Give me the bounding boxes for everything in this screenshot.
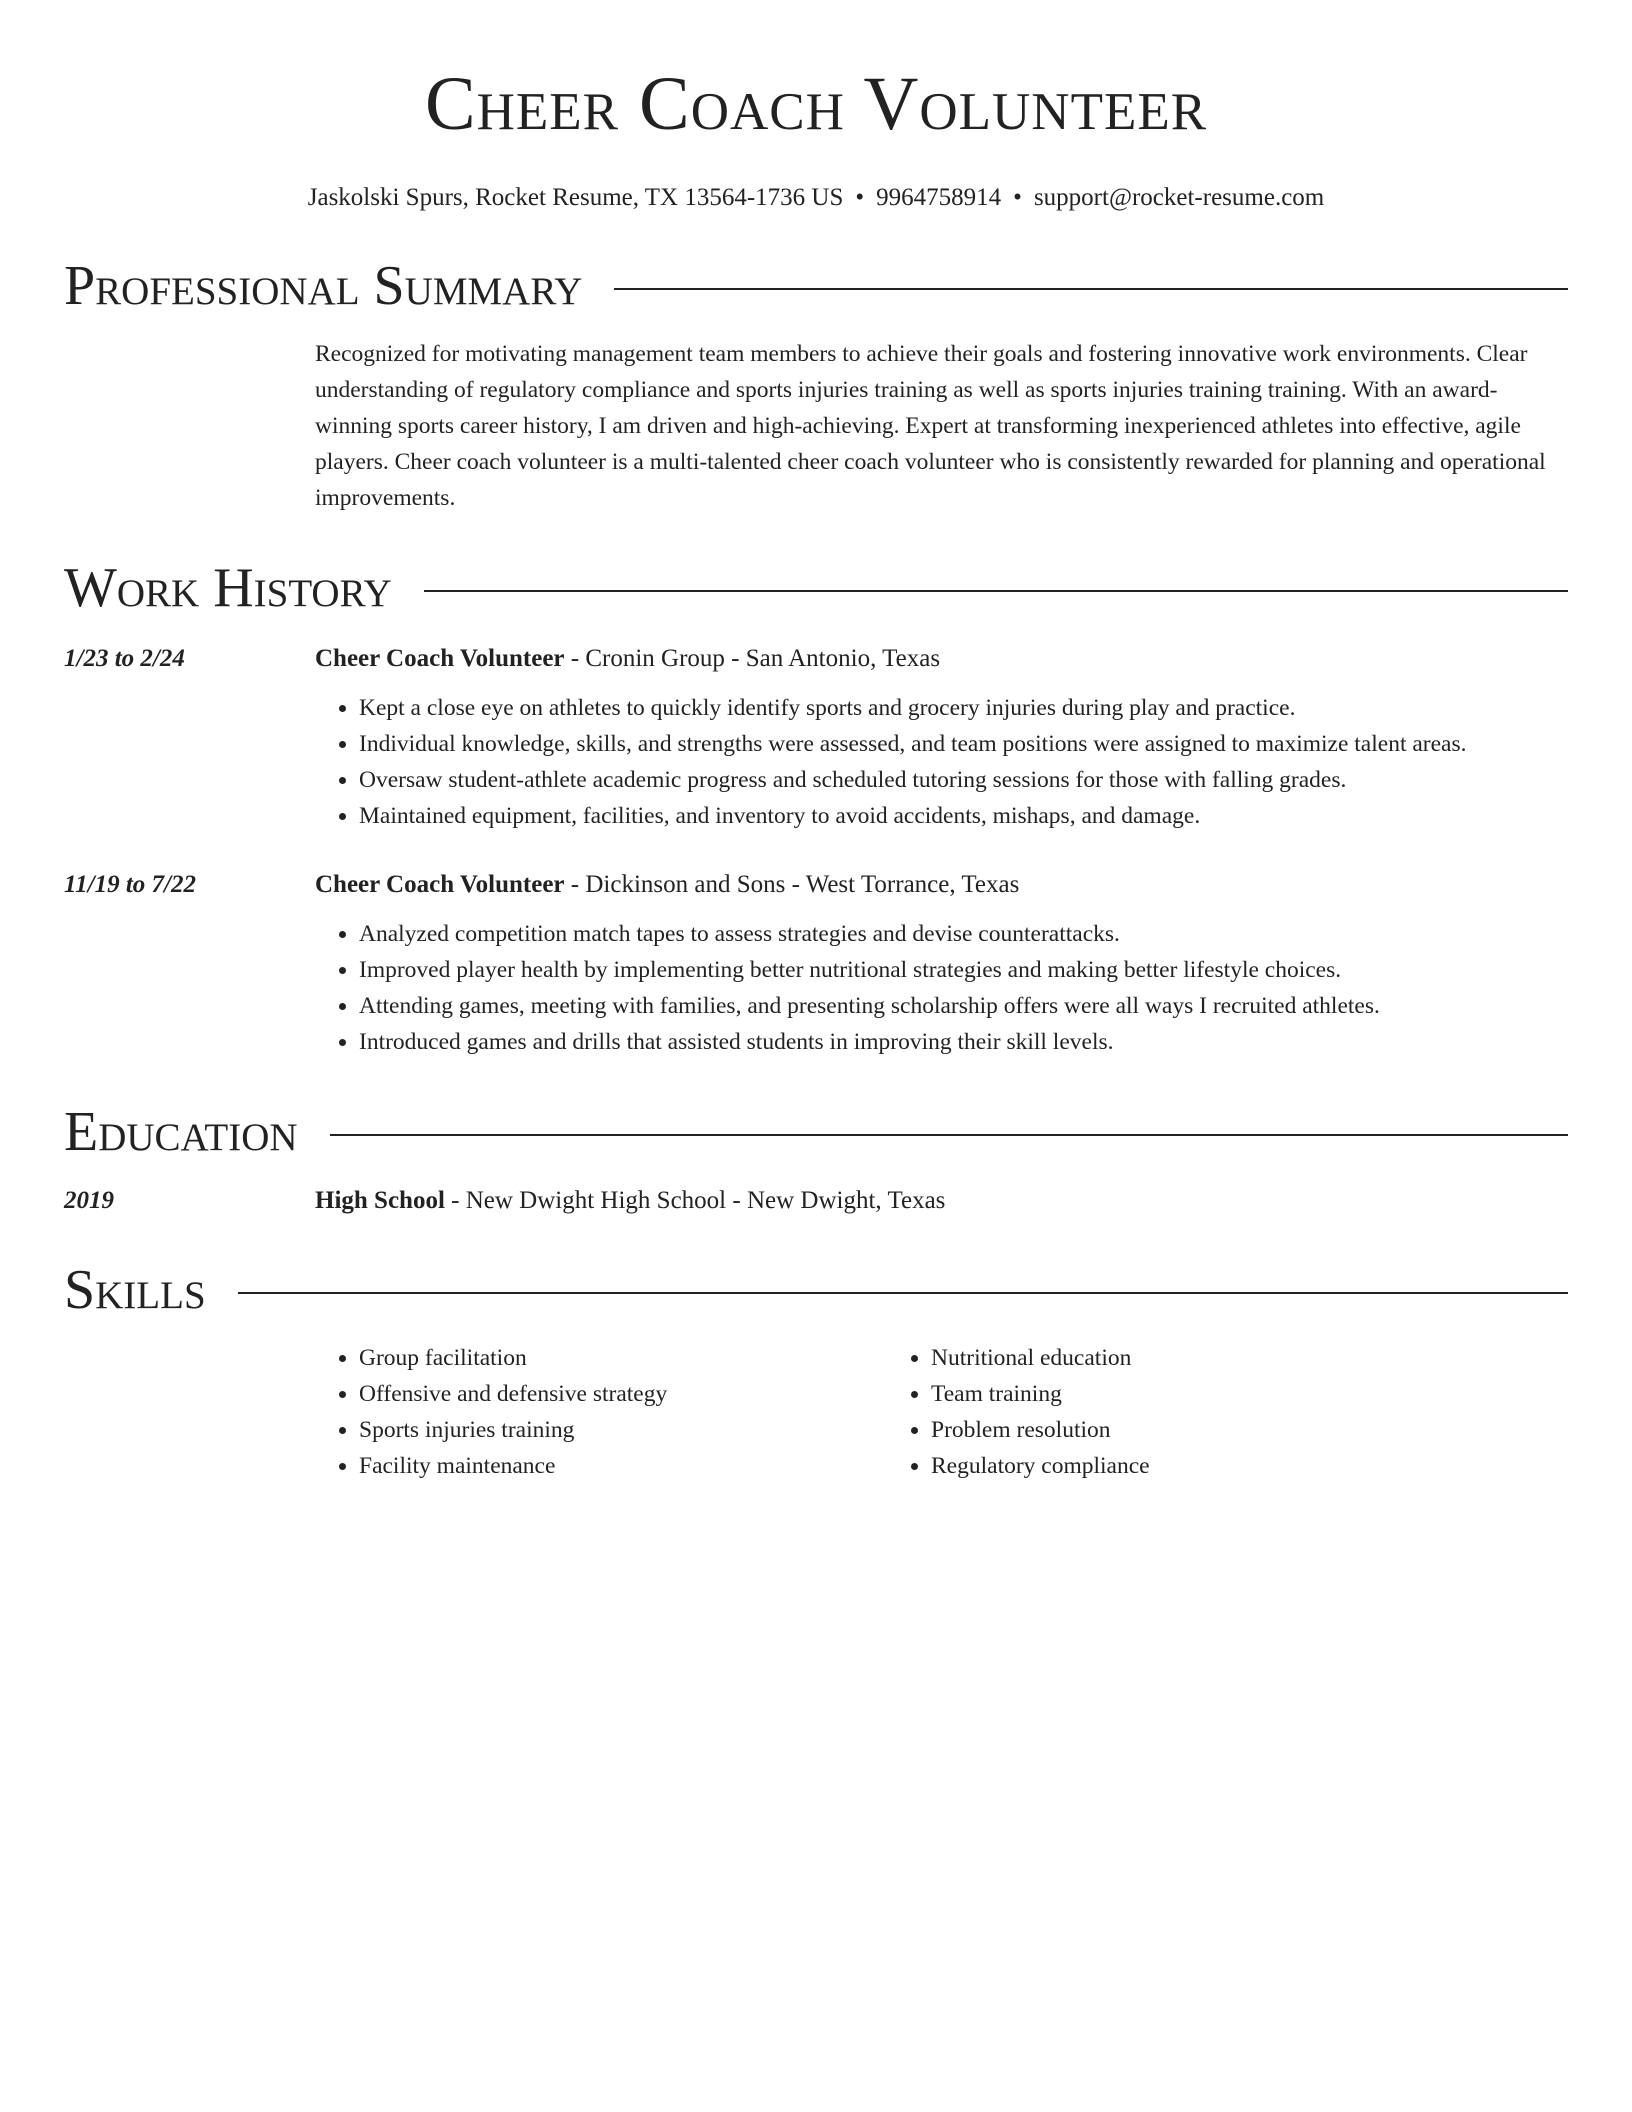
education-body bbox=[315, 1184, 1568, 1218]
contact-separator: • bbox=[1013, 184, 1022, 211]
job-body bbox=[315, 868, 1568, 1060]
list-item: • Sports injuries training bbox=[359, 1412, 887, 1448]
job-details: - Dickinson and Sons - West Torrance, Texas bbox=[564, 871, 1020, 898]
section-divider bbox=[614, 288, 1568, 290]
section-header-education bbox=[64, 1100, 1568, 1164]
list-item: • Facility maintenance bbox=[359, 1448, 887, 1484]
job-dates: 1/23 to 2/24 bbox=[64, 645, 185, 672]
section-divider bbox=[330, 1134, 1568, 1136]
list-item: • Offensive and defensive strategy bbox=[359, 1376, 887, 1412]
job-details: - Cronin Group - San Antonio, Texas bbox=[564, 645, 941, 672]
list-item: • Maintained equipment, facilities, and inventory to avoid accidents, mishaps, and damage. bbox=[359, 798, 1568, 834]
list-item: • Improved player health by implementing better nutritional strategies and making better lifestyle choices. bbox=[359, 952, 1568, 988]
contact-phone: 9964758914 bbox=[876, 184, 1002, 211]
section-title-skills: Skills bbox=[64, 1259, 206, 1321]
resume-name: Cheer Coach Volunteer bbox=[424, 62, 1208, 146]
list-item: • Problem resolution bbox=[931, 1412, 1459, 1448]
section-title-education: Education bbox=[64, 1101, 298, 1163]
section-title-work: Work History bbox=[64, 557, 392, 619]
education-year: 2019 bbox=[64, 1187, 114, 1214]
job-body bbox=[315, 642, 1568, 834]
job-entry bbox=[64, 642, 1568, 834]
section-title-summary: Professional Summary bbox=[64, 255, 583, 317]
skills-list-right bbox=[887, 1340, 1459, 1484]
job-bullets bbox=[315, 690, 1568, 834]
list-item: • Regulatory compliance bbox=[931, 1448, 1459, 1484]
education-details: - New Dwight High School - New Dwight, Texas bbox=[444, 1187, 946, 1214]
list-item: • Kept a close eye on athletes to quickly identify sports and grocery injuries during play and practice. bbox=[359, 690, 1568, 726]
skills-columns bbox=[315, 1340, 1568, 1484]
skills-list-left bbox=[315, 1340, 887, 1484]
job-bullets bbox=[315, 916, 1568, 1060]
list-item: • Attending games, meeting with families, and presenting scholarship offers were all ways I recruited athletes. bbox=[359, 988, 1568, 1024]
job-dates: 11/19 to 7/22 bbox=[64, 871, 196, 898]
section-header-summary bbox=[64, 254, 1568, 318]
section-divider bbox=[424, 590, 1568, 592]
job-entry bbox=[64, 868, 1568, 1060]
job-title-line bbox=[315, 868, 1568, 902]
list-item: • Introduced games and drills that assisted students in improving their skill levels. bbox=[359, 1024, 1568, 1060]
list-item: • Analyzed competition match tapes to assess strategies and devise counterattacks. bbox=[359, 916, 1568, 952]
job-title-line bbox=[315, 642, 1568, 676]
summary-text: Recognized for motivating management team members to achieve their goals and fostering innovative work environments. Clear understanding of regulatory compliance and sports injuries training as well as sports injuries training training. With an award-winning sports career history, I am driven and high-achieving. Expert at transforming inexperienced athletes into effective, agile players. Cheer coach volunteer is a multi-talented cheer coach volunteer who is consistently rewarded for planning and operational improvements. bbox=[315, 341, 1546, 511]
section-header-work bbox=[64, 556, 1568, 620]
list-item: • Team training bbox=[931, 1376, 1459, 1412]
education-title-line bbox=[315, 1184, 1568, 1218]
education-entry bbox=[64, 1184, 1568, 1218]
contact-separator: • bbox=[855, 184, 865, 211]
contact-address: Jaskolski Spurs, Rocket Resume, TX 13564-1736 US bbox=[307, 184, 844, 211]
section-header-skills bbox=[64, 1258, 1568, 1322]
job-title: Cheer Coach Volunteer bbox=[315, 645, 565, 672]
contact-line bbox=[64, 182, 1568, 214]
list-item: • Individual knowledge, skills, and strengths were assessed, and team positions were assigned to maximize talent areas. bbox=[359, 726, 1568, 762]
list-item: • Group facilitation bbox=[359, 1340, 887, 1376]
contact-email: support@rocket-resume.com bbox=[1033, 184, 1325, 211]
job-title: Cheer Coach Volunteer bbox=[315, 871, 565, 898]
section-divider bbox=[238, 1292, 1568, 1294]
education-degree: High School bbox=[315, 1187, 445, 1214]
list-item: • Nutritional education bbox=[931, 1340, 1459, 1376]
list-item: • Oversaw student-athlete academic progress and scheduled tutoring sessions for those with falling grades. bbox=[359, 762, 1568, 798]
